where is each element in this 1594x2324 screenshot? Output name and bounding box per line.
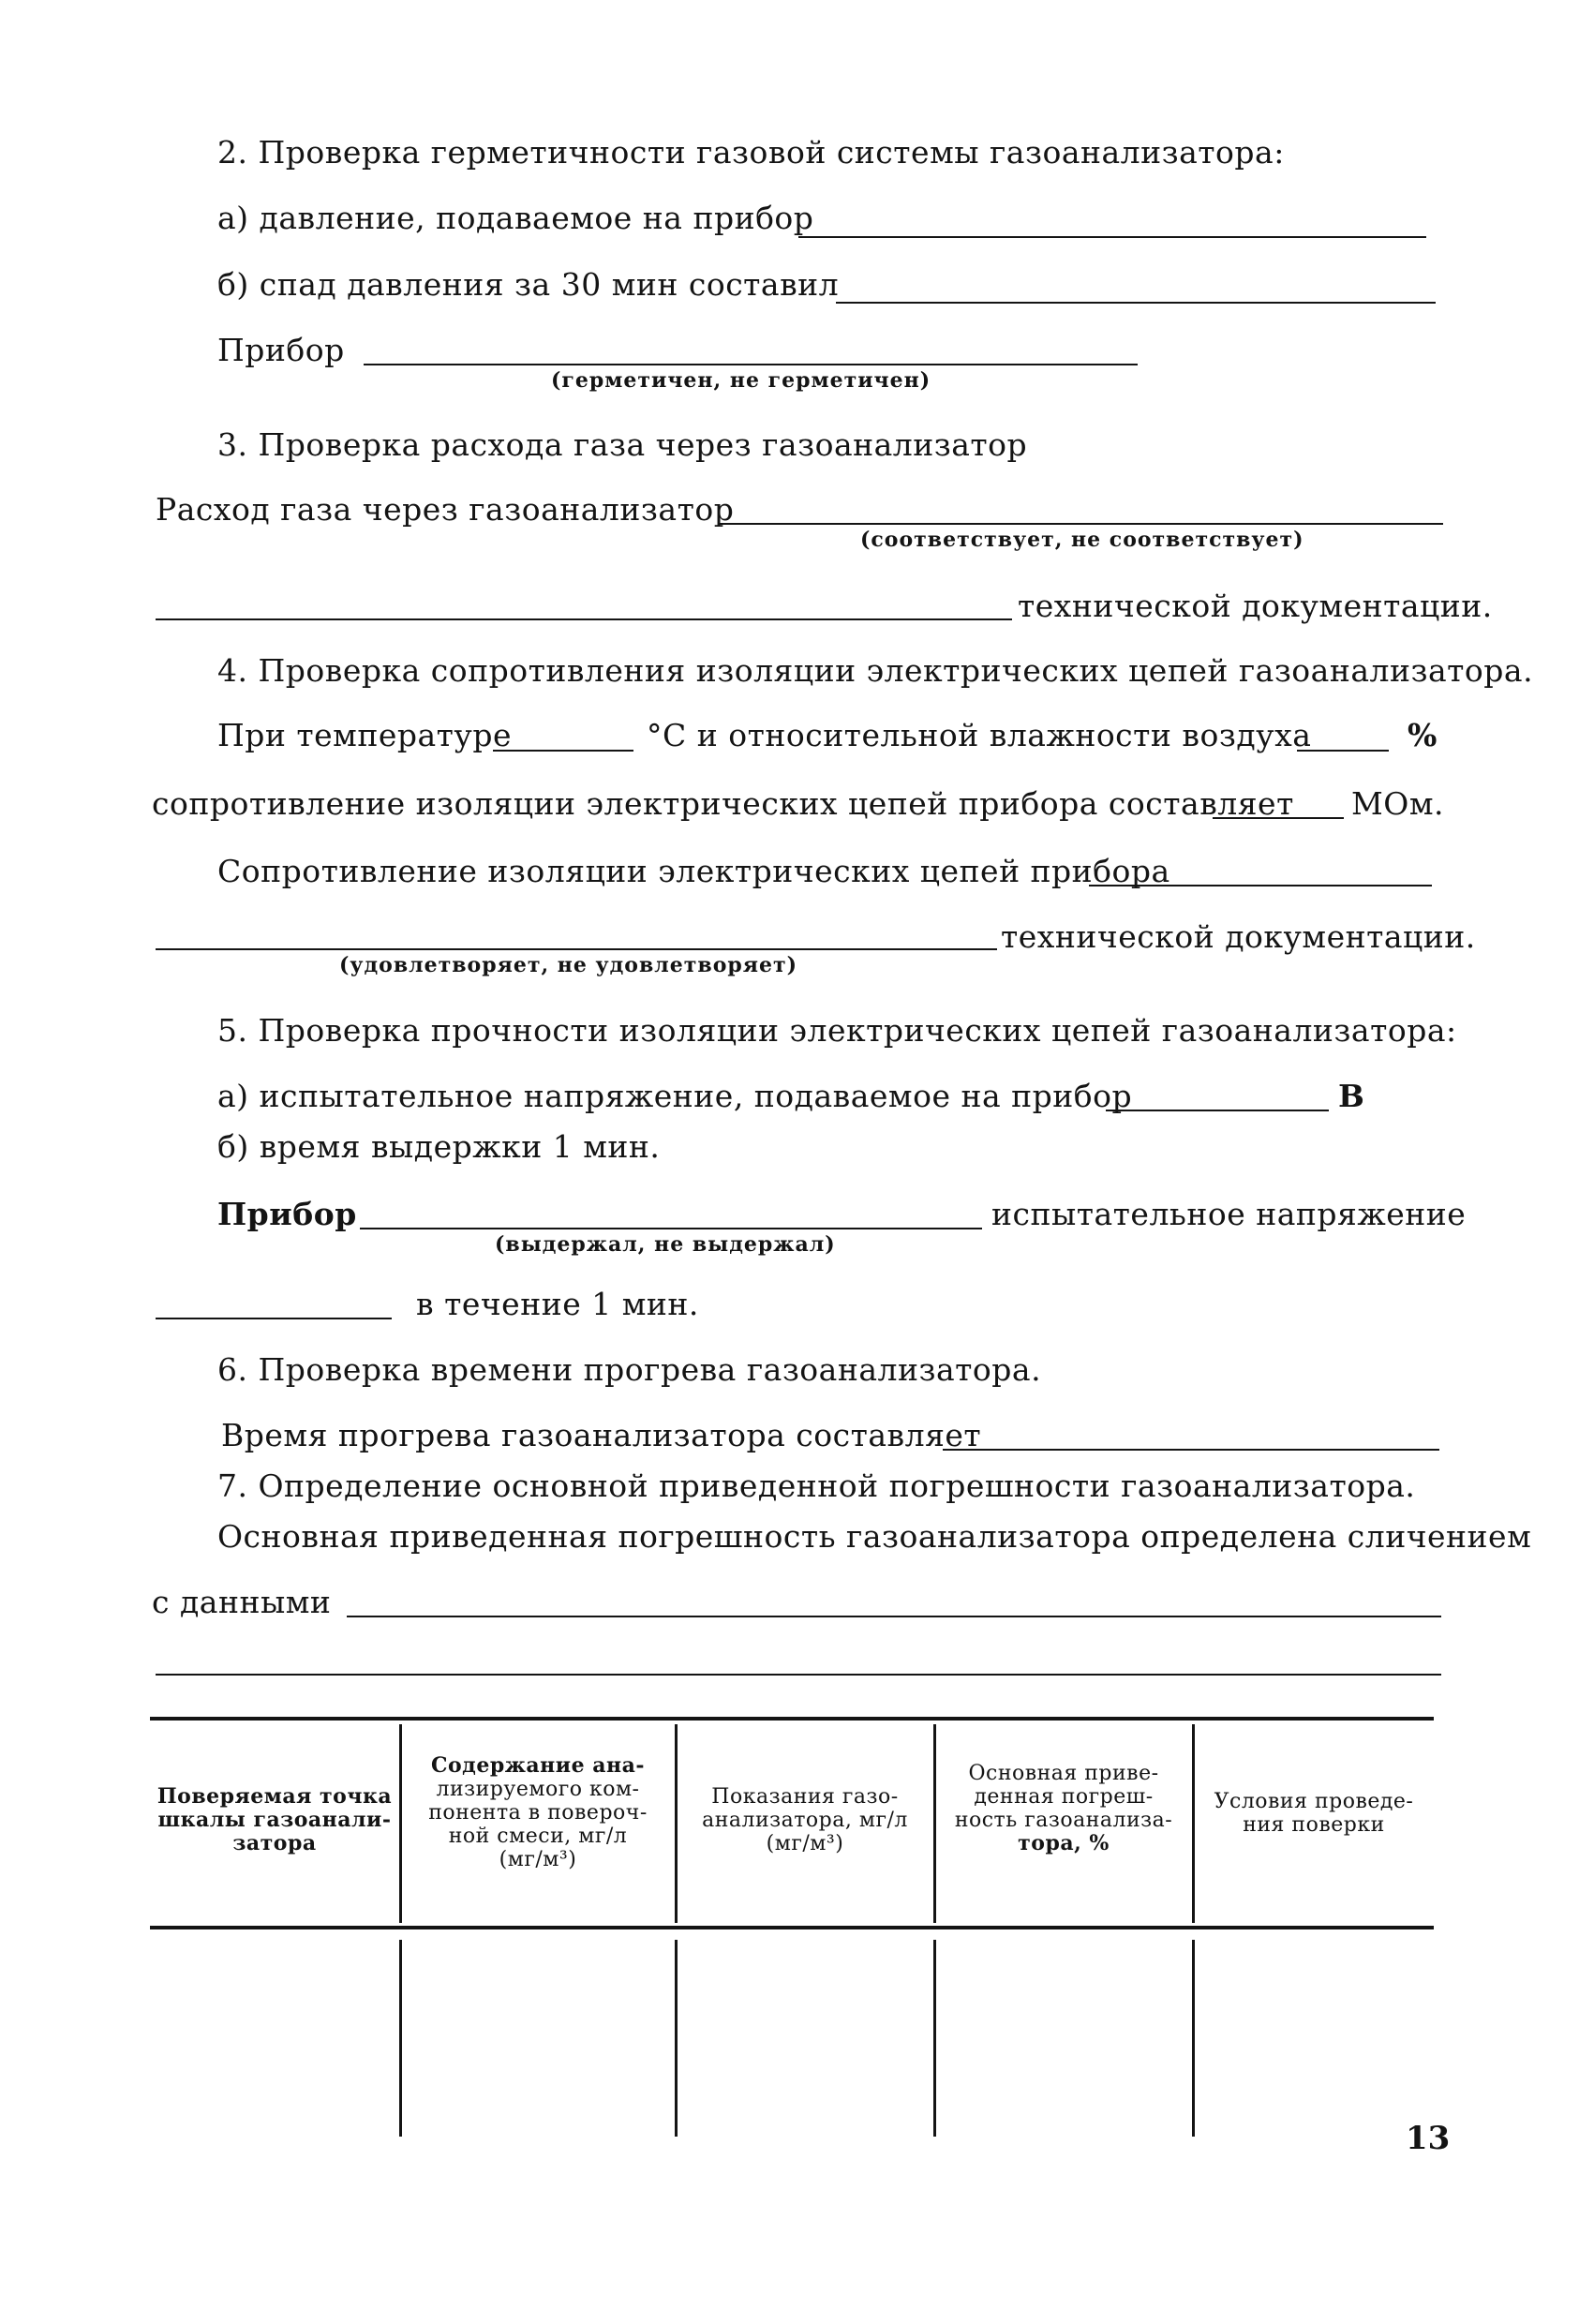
- section-2-item-a-label: а) давление, подаваемое на прибор: [217, 200, 814, 236]
- section-3-flow-tail: технической документации.: [1018, 588, 1493, 624]
- section-4-resistance2-hint: (удовлетворяет, не удовлетворяет): [339, 953, 798, 977]
- section-4-resistance2-tail: технической документации.: [1001, 918, 1476, 955]
- table-column-divider: [1192, 1940, 1195, 2137]
- resistance-compliance-input-line[interactable]: [1089, 885, 1432, 886]
- flow-compliance-input-line[interactable]: [156, 618, 1012, 620]
- resistance-unit: МОм.: [1351, 785, 1445, 822]
- humidity-unit: %: [1408, 717, 1438, 753]
- section-5-device-hint: (выдержал, не выдержал): [495, 1232, 836, 1257]
- section-5-item-a-label: а) испытательное напряжение, подаваемое на прибор: [217, 1078, 1133, 1114]
- section-5-item-b-label: б) время выдержки 1 мин.: [217, 1128, 661, 1165]
- section-7-text-line-1: Основная приведенная погрешность газоанализатора определена сличением: [217, 1518, 1532, 1555]
- table-column-divider: [399, 1940, 402, 2137]
- section-6-heading: 6. Проверка времени прогрева газоанализатора.: [217, 1351, 1042, 1388]
- resistance-compliance-input-line-2[interactable]: [156, 948, 997, 950]
- table-header-component-content: Содержание ана- лизируемого ком- понента в повероч- ной смеси, мг/л (мг/м³): [428, 1753, 648, 1871]
- table-column-divider: [933, 1940, 936, 2137]
- comparison-data-input-line[interactable]: [347, 1616, 1441, 1617]
- section-2-device-label: Прибор: [217, 332, 345, 368]
- pressure-drop-input-line[interactable]: [836, 302, 1436, 304]
- section-4-temp-mid: °С и относительной влажности воздуха: [647, 717, 1312, 753]
- section-4-resistance-text: сопротивление изоляции электрических цепей прибора составляет: [152, 785, 1294, 822]
- table-header-bottom-rule: [150, 1926, 1434, 1929]
- temperature-input-line[interactable]: [493, 750, 633, 752]
- section-6-warmup-label: Время прогрева газоанализатора составляет: [221, 1417, 982, 1453]
- page-number: 13: [1406, 2120, 1451, 2157]
- table-top-rule: [150, 1717, 1434, 1721]
- section-2-heading: 2. Проверка герметичности газовой системы газоанализатора:: [217, 134, 1285, 171]
- resistance-input-line[interactable]: [1213, 817, 1344, 819]
- tightness-input-line[interactable]: [364, 364, 1138, 365]
- section-4-resistance2-label: Сопротивление изоляции электрических цепей прибора: [217, 853, 1170, 889]
- test-voltage-input-line[interactable]: [1106, 1110, 1329, 1111]
- comparison-data-input-line-2[interactable]: [156, 1674, 1441, 1676]
- warmup-input-line[interactable]: [943, 1449, 1439, 1451]
- humidity-input-line[interactable]: [1297, 750, 1389, 752]
- section-2-item-b-label: б) спад давления за 30 мин составил: [217, 266, 840, 303]
- section-5-heading: 5. Проверка прочности изоляции электрических цепей газоанализатора:: [217, 1012, 1457, 1049]
- table-column-divider: [675, 1940, 678, 2137]
- section-4-heading: 4. Проверка сопротивления изоляции электрических цепей газоанализатора.: [217, 652, 1534, 689]
- table-header-basic-error: Основная приве- денная погреш- ность газоанализа- тора, %: [954, 1762, 1173, 1855]
- section-3-flow-label: Расход газа через газоанализатор: [156, 491, 735, 528]
- flow-input-line[interactable]: [718, 523, 1443, 525]
- pressure-input-line[interactable]: [798, 236, 1426, 238]
- section-2-device-hint: (герметичен, не герметичен): [551, 368, 931, 393]
- section-5-device-label: Прибор: [217, 1196, 357, 1232]
- table-header-readings: Показания газо- анализатора, мг/л (мг/м³): [702, 1785, 908, 1855]
- test-voltage-value-input-line[interactable]: [156, 1318, 392, 1319]
- dielectric-test-input-line[interactable]: [360, 1228, 982, 1229]
- table-header-conditions: Условия проведе- ния поверки: [1214, 1790, 1414, 1837]
- section-5-device-tail: испытательное напряжение: [991, 1196, 1467, 1232]
- test-voltage-unit: В: [1338, 1078, 1365, 1114]
- section-4-temp-prefix: При температуре: [217, 717, 512, 753]
- section-3-heading: 3. Проверка расхода газа через газоанализатор: [217, 426, 1028, 463]
- section-7-text-line-2: с данными: [152, 1584, 332, 1620]
- section-7-heading: 7. Определение основной приведенной погрешности газоанализатора.: [217, 1467, 1416, 1504]
- section-3-flow-hint: (соответствует, не соответствует): [860, 528, 1304, 552]
- section-5-duration: в течение 1 мин.: [416, 1286, 699, 1322]
- table-header-scale-point: Поверяемая точка шкалы газоанали- затора: [156, 1784, 393, 1855]
